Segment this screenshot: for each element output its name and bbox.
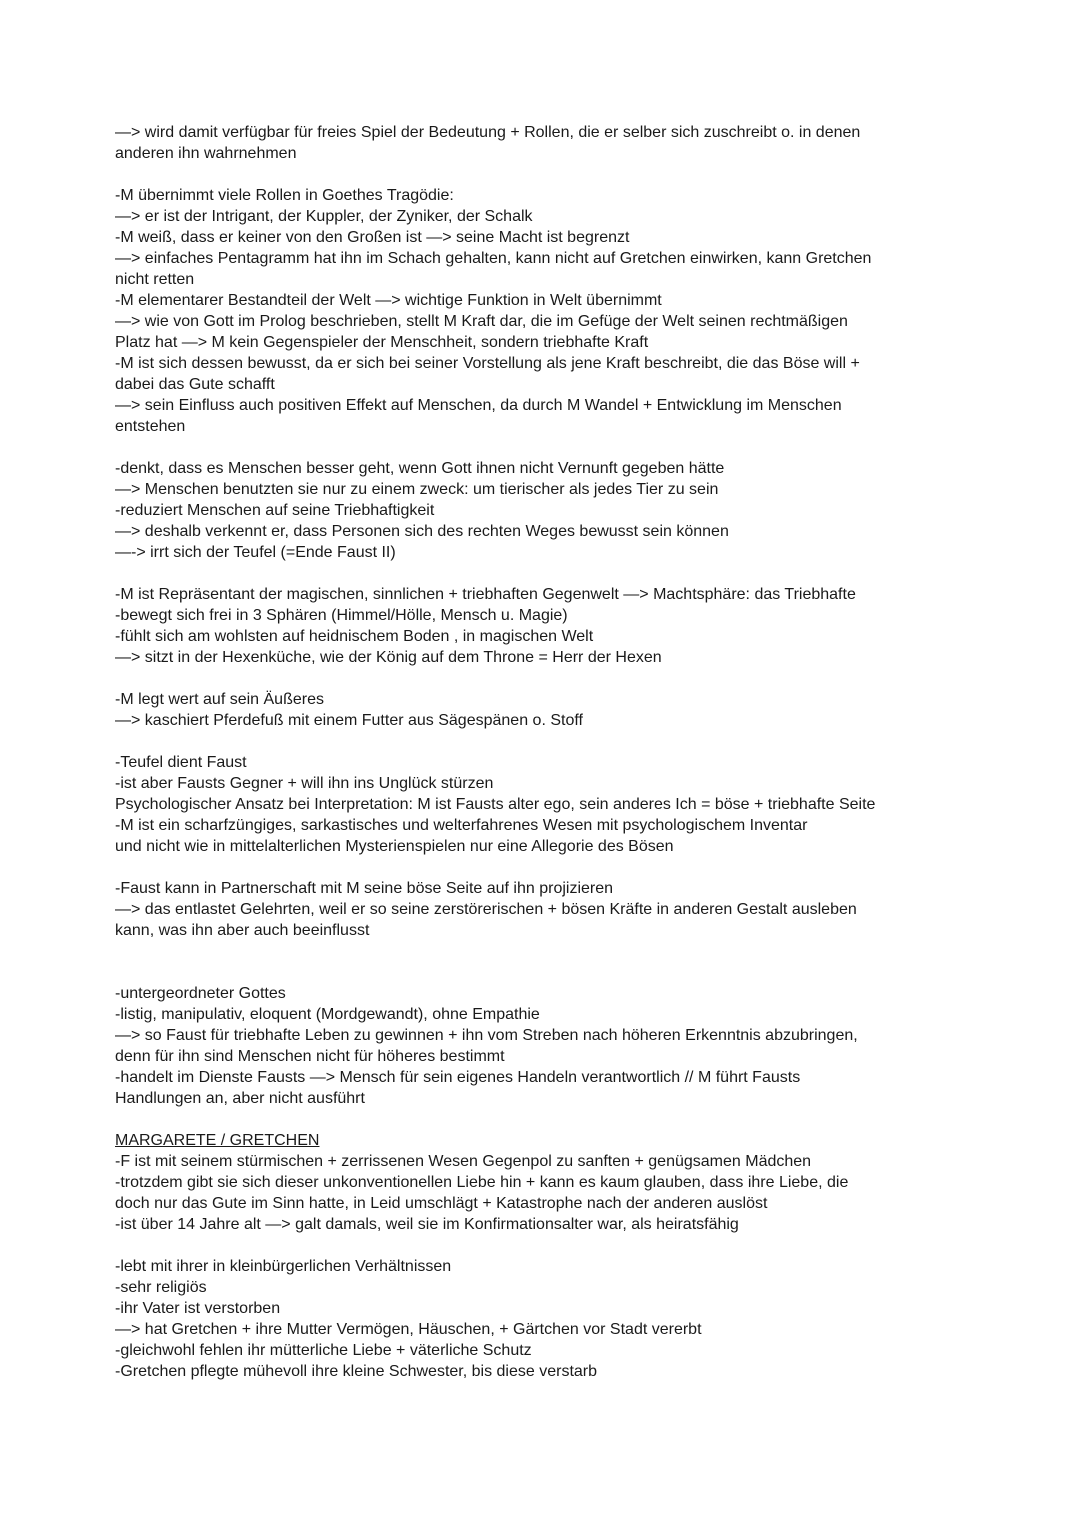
text-line: -Gretchen pflegte mühevoll ihre kleine Schwester, bis diese verstarb: [115, 1363, 598, 1380]
text-line: -M ist sich dessen bewusst, da er sich bei seiner Vorstellung als jene Kraft beschreibt, die das Böse will +: [115, 355, 860, 372]
text-line: -gleichwohl fehlen ihr mütterliche Liebe + väterliche Schutz: [115, 1342, 532, 1359]
paragraph-block-9: [115, 1151, 1015, 1235]
text-line: anderen ihn wahrnehmen: [115, 145, 297, 162]
text-line: entstehen: [115, 418, 186, 435]
paragraph-block-2: [115, 185, 1015, 437]
text-line: -ihr Vater ist verstorben: [115, 1300, 281, 1317]
text-line: und nicht wie in mittelalterlichen Mysterienspielen nur eine Allegorie des Bösen: [115, 838, 674, 855]
paragraph-block-8: [115, 983, 1015, 1109]
text-line: -M übernimmt viele Rollen in Goethes Tragödie:: [115, 187, 454, 204]
text-line: —> wird damit verfügbar für freies Spiel der Bedeutung + Rollen, die er selber sich zuschreibt o. in denen: [115, 124, 861, 141]
text-line: -untergeordneter Gottes: [115, 985, 286, 1002]
text-line: -listig, manipulativ, eloquent (Mordgewandt), ohne Empathie: [115, 1006, 540, 1023]
text-line: -M ist Repräsentant der magischen, sinnlichen + triebhaften Gegenwelt —> Machtsphäre: das Triebhafte: [115, 586, 856, 603]
text-line: dabei das Gute schafft: [115, 376, 275, 393]
text-line: -Teufel dient Faust: [115, 754, 247, 771]
text-line: —> er ist der Intrigant, der Kuppler, der Zyniker, der Schalk: [115, 208, 533, 225]
text-line: —> Menschen benutzten sie nur zu einem zweck: um tierischer als jedes Tier zu sein: [115, 481, 719, 498]
text-line: -F ist mit seinem stürmischen + zerrissenen Wesen Gegenpol zu sanften + genügsamen Mädchen: [115, 1153, 812, 1170]
text-line: —> kaschiert Pferdefuß mit einem Futter aus Sägespänen o. Stoff: [115, 712, 583, 729]
text-line: -sehr religiös: [115, 1279, 207, 1296]
paragraph-block-10: [115, 1256, 1015, 1382]
text-line: -ist aber Fausts Gegner + will ihn ins Unglück stürzen: [115, 775, 494, 792]
text-line: -trotzdem gibt sie sich dieser unkonventionellen Liebe hin + kann es kaum glauben, dass ihre Liebe, die: [115, 1174, 849, 1191]
section-heading-gretchen: MARGARETE / GRETCHEN: [115, 1132, 320, 1149]
paragraph-block-6: [115, 752, 1015, 857]
text-line: doch nur das Gute im Sinn hatte, in Leid umschlägt + Katastrophe nach der anderen auslöst: [115, 1195, 768, 1212]
paragraph-block-7: [115, 878, 1015, 941]
text-line: —> einfaches Pentagramm hat ihn im Schach gehalten, kann nicht auf Gretchen einwirken, kann Gretchen: [115, 250, 872, 267]
text-line: -Faust kann in Partnerschaft mit M seine böse Seite auf ihn projizieren: [115, 880, 614, 897]
text-line: —> so Faust für triebhafte Leben zu gewinnen + ihn vom Streben nach höheren Erkenntnis abzubringen,: [115, 1027, 858, 1044]
paragraph-block-1: [115, 122, 1015, 164]
text-line: -M weiß, dass er keiner von den Großen ist —> seine Macht ist begrenzt: [115, 229, 630, 246]
text-line: —> sein Einfluss auch positiven Effekt auf Menschen, da durch M Wandel + Entwicklung im Menschen: [115, 397, 842, 414]
paragraph-block-4: [115, 584, 1015, 668]
text-line: Psychologischer Ansatz bei Interpretation: M ist Fausts alter ego, sein anderes Ich = böse + triebhafte Seite: [115, 796, 876, 813]
text-line: —> das entlastet Gelehrten, weil er so seine zerstörerischen + bösen Kräfte in anderen Gestalt ausleben: [115, 901, 857, 918]
text-line: Handlungen an, aber nicht ausführt: [115, 1090, 365, 1107]
text-line: kann, was ihn aber auch beeinflusst: [115, 922, 370, 939]
paragraph-block-5: [115, 689, 1015, 731]
text-line: -M ist ein scharfzüngiges, sarkastisches und welterfahrenes Wesen mit psychologischem Inventar: [115, 817, 808, 834]
text-line: —> wie von Gott im Prolog beschrieben, stellt M Kraft dar, die im Gefüge der Welt seinen rechtmäßigen: [115, 313, 848, 330]
text-line: -ist über 14 Jahre alt —> galt damals, weil sie im Konfirmationsalter war, als heiratsfähig: [115, 1216, 739, 1233]
text-line: -lebt mit ihrer in kleinbürgerlichen Verhältnissen: [115, 1258, 452, 1275]
text-line: —> hat Gretchen + ihre Mutter Vermögen, Häuschen, + Gärtchen vor Stadt vererbt: [115, 1321, 702, 1338]
text-line: -reduziert Menschen auf seine Triebhaftigkeit: [115, 502, 435, 519]
text-line: Platz hat —> M kein Gegenspieler der Menschheit, sondern triebhafte Kraft: [115, 334, 649, 351]
text-line: -handelt im Dienste Fausts —> Mensch für sein eigenes Handeln verantwortlich // M führt Fausts: [115, 1069, 801, 1086]
text-line: denn für ihn sind Menschen nicht für höheres bestimmt: [115, 1048, 505, 1065]
text-line: -M legt wert auf sein Äußeres: [115, 691, 324, 708]
text-line: nicht retten: [115, 271, 195, 288]
paragraph-block-3: [115, 458, 1015, 563]
text-line: -M elementarer Bestandteil der Welt —> wichtige Funktion in Welt übernimmt: [115, 292, 662, 309]
text-line: —> sitzt in der Hexenküche, wie der König auf dem Throne = Herr der Hexen: [115, 649, 662, 666]
text-line: —> deshalb verkennt er, dass Personen sich des rechten Weges bewusst sein können: [115, 523, 729, 540]
text-line: -bewegt sich frei in 3 Sphären (Himmel/Hölle, Mensch u. Magie): [115, 607, 568, 624]
text-line: —-> irrt sich der Teufel (=Ende Faust II): [115, 544, 396, 561]
document-body: [115, 122, 1015, 1382]
text-line: -denkt, dass es Menschen besser geht, wenn Gott ihnen nicht Vernunft gegeben hätte: [115, 460, 725, 477]
text-line: -fühlt sich am wohlsten auf heidnischem Boden , in magischen Welt: [115, 628, 594, 645]
